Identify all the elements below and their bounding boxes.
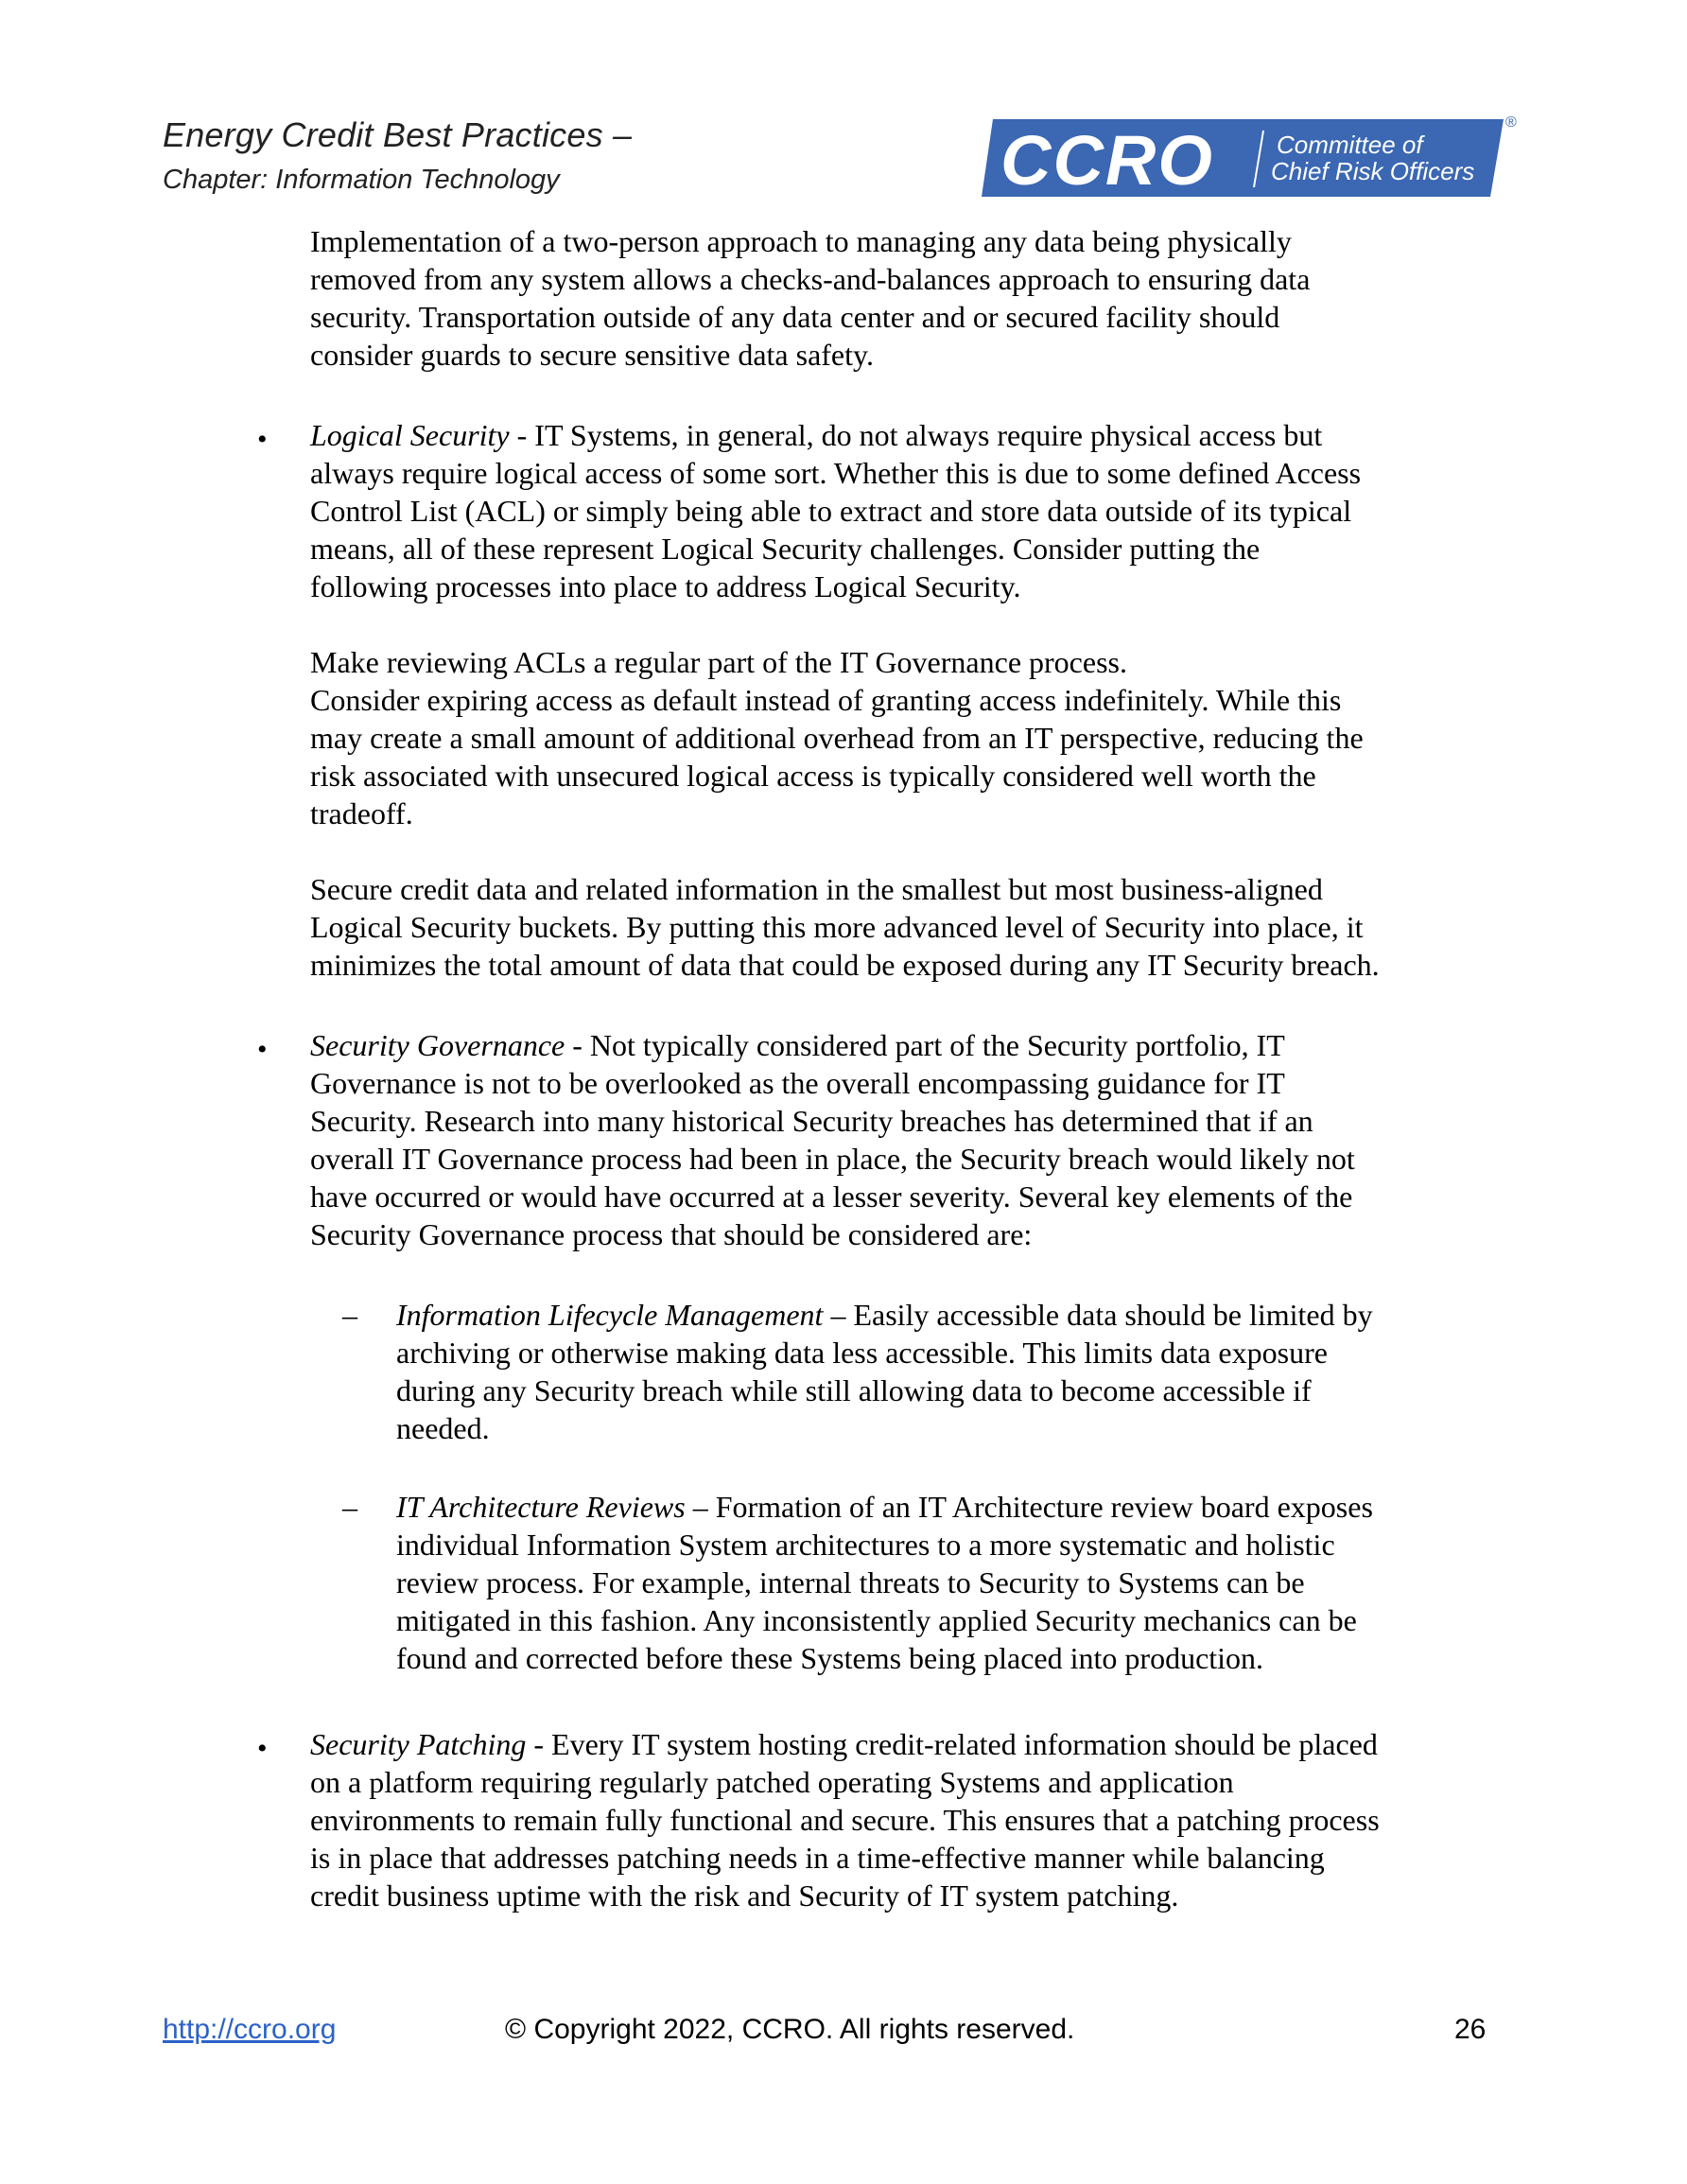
acl-line: Make reviewing ACLs a regular part of the IT Governance process. xyxy=(310,645,1127,679)
credit-data-paragraph xyxy=(310,870,1380,984)
governance-line: Governance is not to be overlooked as the overall encompassing guidance for IT xyxy=(310,1066,1285,1100)
security-patching-paragraph xyxy=(310,1725,1380,1914)
patching-line: on a platform requiring regularly patched operating Systems and application xyxy=(310,1765,1234,1799)
footer-link[interactable]: http://ccro.org xyxy=(163,2014,337,2045)
governance-line: have occurred or would have occurred at a lesser severity. Several key elements of the xyxy=(310,1179,1353,1214)
architecture-line: mitigated in this fashion. Any inconsistently applied Security mechanics can be xyxy=(396,1603,1357,1637)
patching-line: is in place that addresses patching needs in a time-effective manner while balancing xyxy=(310,1841,1325,1875)
logical-line: Control List (ACL) or simply being able to extract and store data outside of its typical xyxy=(310,494,1352,528)
governance-line: Security Governance process that should be considered are: xyxy=(310,1217,1033,1251)
dash-lifecycle: – xyxy=(342,1298,357,1332)
architecture-first-line: Formation of an IT Architecture review board exposes xyxy=(707,1490,1373,1524)
patching-line: credit business uptime with the risk and Security of IT system patching. xyxy=(310,1878,1179,1913)
header-subtitle: Chapter: Information Technology xyxy=(163,165,560,195)
intro-line: removed from any system allows a checks-and-balances approach to ensuring data xyxy=(310,262,1311,296)
logical-security-paragraph xyxy=(310,416,1361,605)
logo-registered: ® xyxy=(1505,114,1517,131)
logo-line2: Chief Risk Officers xyxy=(1271,157,1475,185)
lifecycle-first-line: Easily accessible data should be limited by xyxy=(845,1298,1373,1332)
security-governance-paragraph xyxy=(310,1026,1355,1253)
logical-line: following processes into place to address Logical Security. xyxy=(310,569,1021,603)
footer-copyright: © Copyright 2022, CCRO. All rights reserved. xyxy=(505,2014,1075,2045)
ccro-logo xyxy=(982,112,1521,204)
governance-line: overall IT Governance process had been in place, the Security breach would likely not xyxy=(310,1142,1355,1176)
bullet-governance: • xyxy=(257,1034,268,1065)
architecture-line: review process. For example, internal threats to Security to Systems can be xyxy=(396,1565,1305,1599)
dash-architecture: – xyxy=(342,1490,357,1524)
credit-data-line: Secure credit data and related information in the smallest but most business-aligned xyxy=(310,872,1323,906)
lifecycle-line: archiving or otherwise making data less accessible. This limits data exposure xyxy=(396,1336,1328,1370)
intro-line: consider guards to secure sensitive data safety. xyxy=(310,338,874,372)
logical-first-line: - IT Systems, in general, do not always require physical access but xyxy=(509,418,1323,452)
lifecycle-paragraph xyxy=(396,1296,1373,1447)
lifecycle-line: needed. xyxy=(396,1411,490,1445)
lifecycle-term: Information Lifecycle Management – xyxy=(396,1298,846,1332)
intro-line: security. Transportation outside of any data center and or secured facility should xyxy=(310,300,1280,334)
security-patching-term: Security Patching xyxy=(310,1727,527,1761)
logical-line: always require logical access of some sort. Whether this is due to some defined Access xyxy=(310,456,1362,490)
logical-security-term: Logical Security xyxy=(310,418,510,452)
logo-line1: Committee of xyxy=(1277,131,1423,159)
acl-line: Consider expiring access as default instead of granting access indefinitely. While this xyxy=(310,683,1342,717)
architecture-line: individual Information System architectures to a more systematic and holistic xyxy=(396,1528,1335,1562)
credit-data-line: Logical Security buckets. By putting this more advanced level of Security into place, it xyxy=(310,910,1364,944)
security-governance-term: Security Governance xyxy=(310,1028,565,1062)
acl-line: tradeoff. xyxy=(310,796,413,830)
architecture-paragraph xyxy=(396,1488,1373,1677)
lifecycle-line: during any Security breach while still allowing data to become accessible if xyxy=(396,1373,1312,1407)
governance-line: Security. Research into many historical Security breaches has determined that if an xyxy=(310,1104,1313,1138)
logical-line: means, all of these represent Logical Security challenges. Consider putting the xyxy=(310,532,1261,566)
acl-paragraph xyxy=(310,643,1364,832)
header-title: Energy Credit Best Practices – xyxy=(163,115,633,154)
acl-line: risk associated with unsecured logical access is typically considered well worth the xyxy=(310,759,1316,793)
logo-mark: CCRO xyxy=(1000,121,1214,200)
credit-data-line: minimizes the total amount of data that could be exposed during any IT Security breach. xyxy=(310,948,1380,982)
page-number: 26 xyxy=(1454,2014,1487,2045)
patching-line: environments to remain fully functional and secure. This ensures that a patching process xyxy=(310,1803,1380,1837)
governance-first-line: - Not typically considered part of the Security portfolio, IT xyxy=(565,1028,1285,1062)
acl-line: may create a small amount of additional overhead from an IT perspective, reducing the xyxy=(310,721,1364,755)
architecture-term: IT Architecture Reviews – xyxy=(396,1490,708,1524)
intro-line: Implementation of a two-person approach to managing any data being physically xyxy=(310,224,1292,258)
bullet-logical: • xyxy=(257,424,268,455)
architecture-line: found and corrected before these Systems being placed into production. xyxy=(396,1641,1264,1675)
patching-first-line: - Every IT system hosting credit-related information should be placed xyxy=(526,1727,1378,1761)
bullet-patching: • xyxy=(257,1733,268,1764)
intro-paragraph xyxy=(310,222,1310,374)
